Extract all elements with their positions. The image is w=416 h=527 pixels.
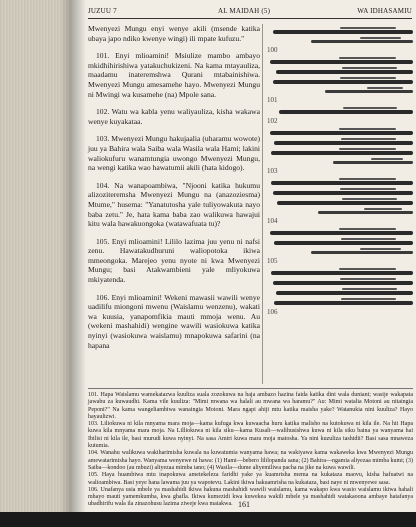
arabic-verse-block — [267, 271, 413, 316]
verse-number: 101 — [267, 96, 278, 104]
arabic-line — [271, 271, 413, 275]
arabic-line — [274, 241, 413, 245]
verse-number: 104 — [267, 217, 278, 225]
running-header — [88, 7, 412, 17]
verse-text: 103. Mwenyezi Mungu hakujaalia (uharamu wowote) juu ya Bahira wala Saiba wala Wasila wala Hami; lakini waliokufuru wanamtungia uwongo Mwenyezi Mungu, na wengi katika wao hawatumii akili (hata kidogo). — [88, 134, 260, 173]
arabic-line — [270, 231, 413, 235]
footnote: 103. Liliokuwa ni kila mnyama mara moja—kama kufuga kwa kuwaacha huru katika malisho na kutokuwa ni kila ile. Na hii Hapa kuwa kila mnyama mara moja. Na Lilliokuwa ni kila siku—kama Kusali—walihusishwa kuwa ni kila siku baina ya wanyama hai Ibilisi ni kila ile, basi murudi kuwa nyinyi. Na sasa Amiri kuwa mara moja matosha. Ya nini kuzuliza tashidii? Basi sasa mnaweza kutumia. — [88, 421, 413, 450]
arabic-line — [279, 110, 413, 114]
verse-number: 102 — [267, 117, 278, 125]
verse-number: 103 — [267, 167, 278, 175]
verse-text: 105. Enyi mlioamini! Lililo lazima juu yenu ni nafsi zenu. Hawatakudhuruni waliopotoka ikiwa mmeongoka. Marejeo yenu nyote ni kwa Mwenyezi Mungu; basi Atakwambieni yale mliyokuwa mkiyatenda. — [88, 236, 260, 285]
footnote: 101. Hapa Waislamu wamekatazwa kuuliza suala zozokuwa na haja ambazo hazina faida katika dini wala duniani; wasije wakapata jawabu za kuwaudhi. Kama vile kuuliza: "Mimi mwana wa halali au mwana wa haramu?" Au: Mimi watalia Motoni au nitaingia Peponi?" Na kama wangeliambiwa wanaingia Motoni. Mara ngapi ahiji mtu katika maisha yake? Watanukia nini kuuliza? Hayo hayaulizwi. — [88, 392, 413, 420]
arabic-line — [277, 201, 413, 205]
verse-text: 101. Enyi mlioamini! Msiulize mambo ambayo mkidhihirishiwa yatakuchukizeni. Na kama mtayauliza, maadamu inateremshwa Qurani mtabainishiwa. Mwenyezi Mungu amesamehe hayo. Mwenyezi Mungu ni Mwingi wa kusamehe (na) Mpole sana. — [88, 51, 260, 99]
arabic-column — [267, 24, 413, 384]
header-surah: AL MAIDAH (5) — [218, 7, 271, 15]
arabic-verse-block — [267, 60, 413, 104]
verse-number: 100 — [267, 46, 278, 54]
column-divider — [262, 24, 263, 384]
verse-text: 106. Enyi mlioamini! Wekeni mawasii wawili wenye uadilifu miongoni mwenu (Waislamu wenzenu), wakati wa kuusia, yanapomfikia mauti mmoja wenu. Au (wekeni mashahidi) wengine wawili wasiokuwa katika nyinyi (wasiokuwa waislamu) mnapokuwa safarini (na hapana — [88, 292, 260, 350]
arabic-line — [270, 60, 413, 64]
arabic-verse-block — [267, 110, 413, 125]
arabic-line — [273, 191, 413, 195]
arabic-line — [311, 251, 413, 254]
gutter-shadow — [72, 0, 86, 527]
verse-text: 104. Na wanapoambiwa, "Njooni katika hukumu alizoziteremsha Mwenyezi Mungu na (anazoziesma) Mtume," husema: "Yanatutosha yale tuliyowakuta nayo baba zetu." Je, hata kama baba zao walikuwa hawajui kitu wala hawakuongoka (watawafuata tu)? — [88, 180, 260, 229]
background-surface — [0, 512, 416, 527]
verse-text: Mwenyezi Mungu enyi wenye akili (msende katika ubaya japo ndiko kwenye wingi) ili mpate kufuzu." — [88, 24, 260, 43]
arabic-verse-block — [267, 131, 413, 175]
arabic-verse-block — [267, 181, 413, 225]
arabic-line — [273, 30, 413, 34]
header-section: WA IDHASAMIU — [357, 7, 412, 15]
footnote: 104. Wanahu walikuwa wakiharimisha kuwala na kuwatumia wanyama hawa; na wakiyawa kama wakaweka kwa Mwenyezi Mungu amewatarimisha hayo. Wanyama wenyewe ni hawa: (1) Hami—bebero lililopanda sana; (2) Bahira—ngamia aliyezaa mimba kumi; (3) Saiba—kondoo (au mbuzi) aliyezaa mimba tano; (4) Wasila—dume aliyemiliwa pacha na jike na kuwa wawili. — [88, 450, 413, 471]
verse-number: 105 — [267, 257, 278, 265]
header-juzuu: JUZUU 7 — [88, 7, 117, 15]
header-rule — [88, 18, 412, 19]
translation-column — [88, 24, 260, 384]
footnote: 106. Unafanya usia mbele ya mashahidi ikiwa hakuna mashahidi wawili waislamu, kama wakapo kwa wasio waislamu ikiwa hahali mhayo mauti yamemkumba, kwa ghafla. Ikiwa kumezidi kwa kuwekea wakili mbele ya mashahidi watakaoona ambaye hatafanya ubadhirifu wala ila zinazohusu lazima ziweje kwa matakwa. — [88, 486, 413, 508]
arabic-line — [270, 131, 413, 135]
arabic-line — [274, 141, 413, 145]
arabic-line — [276, 291, 413, 295]
arabic-line — [271, 181, 413, 185]
arabic-line — [333, 161, 413, 164]
verse-text: 102. Watu wa kabla yenu waliyauliza, kisha wakawa wenye kuyakataa. — [88, 107, 260, 126]
book-page — [72, 0, 416, 527]
footnote: 105. Haya huambiwa mtu inapokuwa ametekeleza faridhi yake ya kuamrisha mema na kukataza maovu, kisha hafuatwi na walioambiwa. Basi yeye hana lawama juu ya wapotevu. Lakini ikiwa hakuamrisha na kukataza, basi naye ni mwenyewe sasa. — [88, 472, 413, 486]
arabic-line — [271, 151, 413, 155]
arabic-line — [274, 301, 413, 305]
arabic-line — [273, 281, 413, 285]
arabic-line — [273, 80, 413, 84]
page-number: 161 — [238, 500, 250, 509]
arabic-line — [325, 90, 413, 93]
arabic-verse-block — [267, 231, 413, 265]
arabic-line — [318, 211, 413, 214]
verse-number: 106 — [267, 308, 278, 316]
arabic-verse-block — [267, 30, 413, 54]
arabic-line — [311, 40, 413, 43]
arabic-line — [276, 70, 413, 74]
